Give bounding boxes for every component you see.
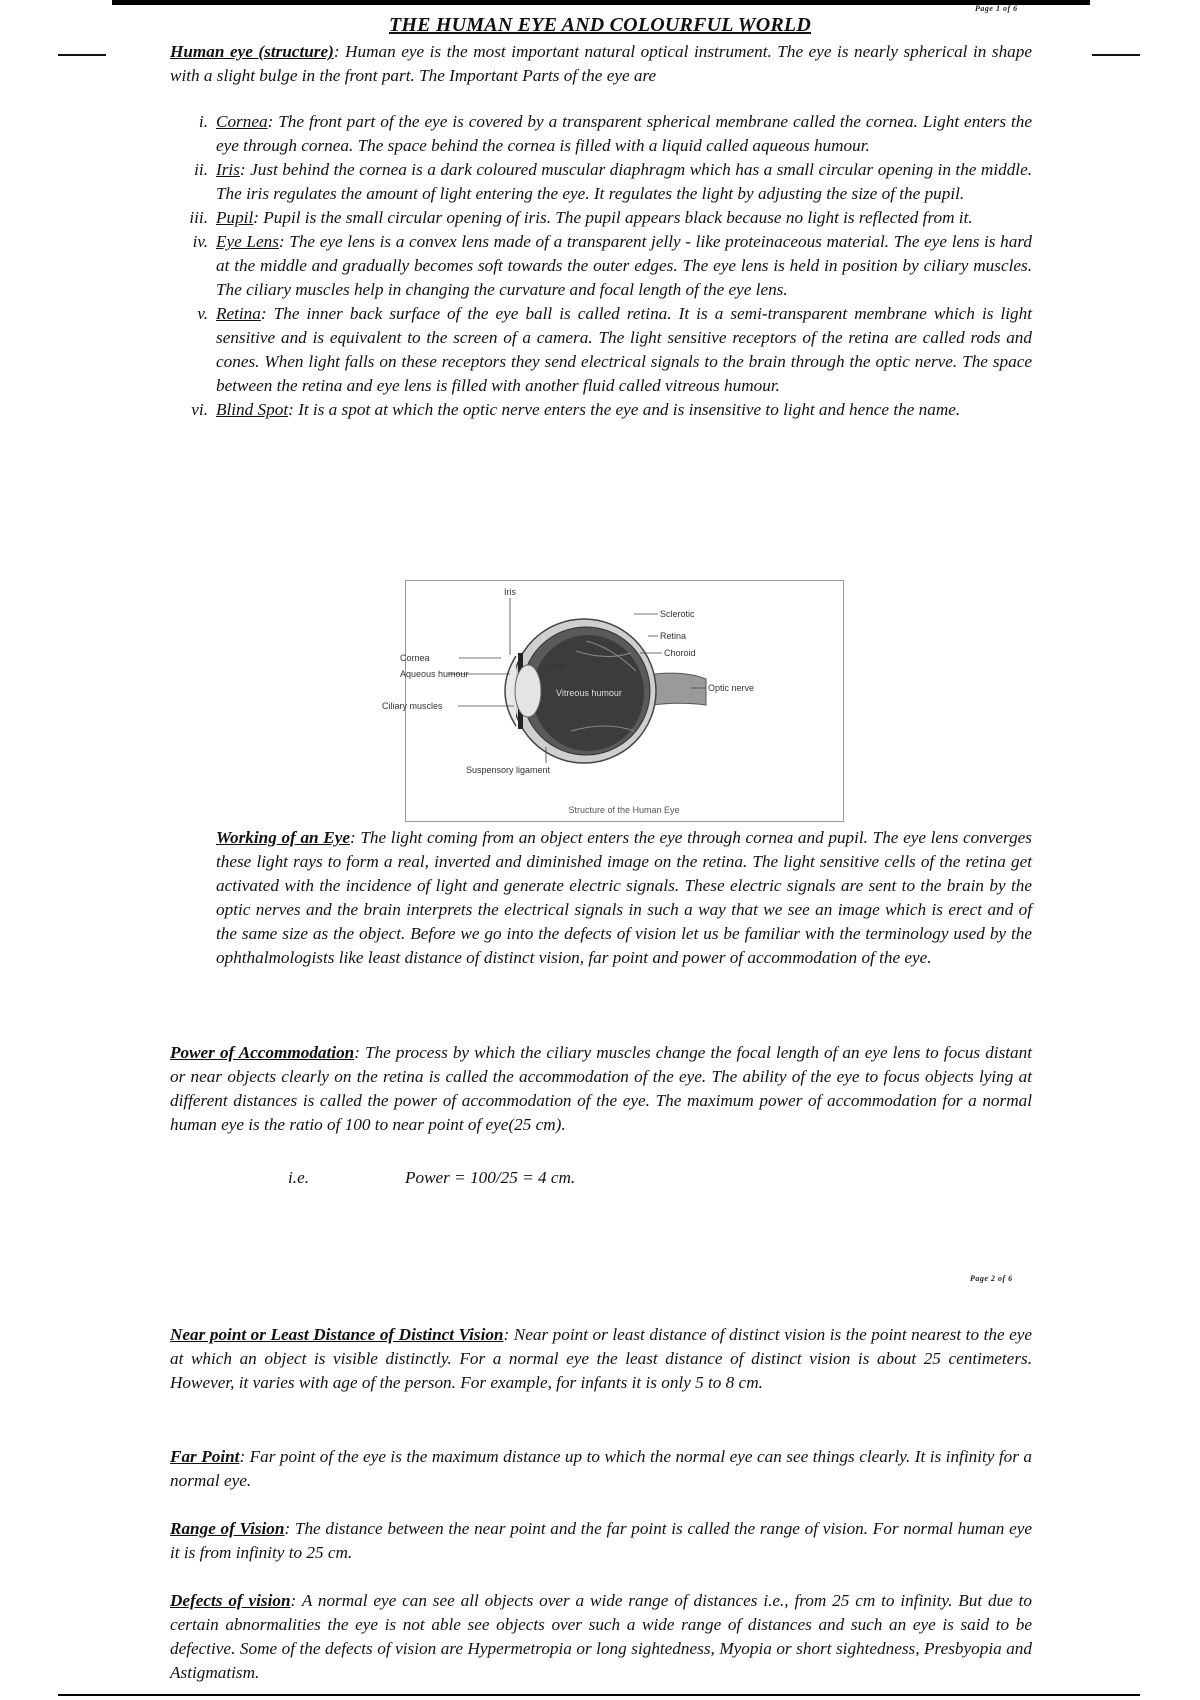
lens-shape	[515, 665, 541, 717]
part-text: : It is a spot at which the optic nerve enters the eye and is insensitive to light and hence the name.	[288, 400, 961, 419]
part-label: Pupil	[216, 208, 254, 227]
power-formula: Power = 100/25 = 4 cm.	[405, 1168, 576, 1187]
part-label: Blind Spot	[216, 400, 289, 419]
label-cornea: Cornea	[400, 653, 430, 663]
near-point-heading: Near point or Least Distance of Distinct Vision	[170, 1325, 504, 1344]
intro-text: : Human eye is the most important natural optical instrument. The eye is nearly spherical in shape with a slight bulge in the front part. The Important Parts of the eye are	[170, 42, 1032, 85]
list-number: iii.	[189, 208, 208, 227]
accommodation-paragraph	[170, 1041, 1032, 1137]
label-sclerotic: Sclerotic	[660, 609, 695, 619]
list-number: iv.	[192, 232, 208, 251]
defects-paragraph	[170, 1589, 1032, 1685]
intro-heading: Human eye (structure)	[170, 42, 334, 61]
near-point-text: : Near point or least distance of distinct vision is the point nearest to the eye at which an object is visible distinctly. For a normal eye the least distance of distinct vision is about 25 centimeters. However, it varies with age of the person. For example, for infants it is only 5 to 8 cm.	[170, 1325, 1032, 1392]
part-text: : The eye lens is a convex lens made of a transparent jelly - like proteinaceous material. The eye lens is hard at the middle and gradually becomes soft towards the outer edges. The eye lens is held in position by ciliary muscles. The ciliary muscles help in changing the curvature and focal length of the eye lens.	[216, 232, 1032, 299]
accommodation-heading: Power of Accommodation	[170, 1043, 355, 1062]
list-number: v.	[197, 304, 208, 323]
label-retina: Retina	[660, 631, 687, 641]
page-number-top: Page 1 of 6	[975, 4, 1018, 13]
part-label: Cornea	[216, 112, 268, 131]
part-text: : The inner back surface of the eye ball is called retina. It is a semi-transparent membrane which is light sensitive and is equivalent to the screen of a camera. The light sensitive receptors of the retina are called rods and cones. When light falls on these receptors they send electrical signals to the brain through the optic nerve. The space between the retina and eye lens is filled with another fluid called vitreous humour.	[216, 304, 1032, 395]
list-item	[170, 230, 1032, 302]
label-iris: Iris	[504, 587, 516, 597]
range-paragraph	[170, 1517, 1032, 1565]
label-ciliary-muscles: Ciliary muscles	[382, 701, 443, 711]
list-item	[170, 158, 1032, 206]
figure-caption: Structure of the Human Eye	[568, 805, 680, 815]
bottom-rule	[58, 1694, 1140, 1696]
list-item	[170, 398, 1032, 422]
defects-heading: Defects of vision	[170, 1591, 291, 1610]
label-suspensory-ligament: Suspensory ligament	[466, 765, 551, 775]
page-number-mid: Page 2 of 6	[970, 1274, 1013, 1283]
part-text: : Just behind the cornea is a dark coloured muscular diaphragm which has a small circular opening in the middle. The iris regulates the amount of light entering the eye. It regulates the light by adjusting the size of the pupil.	[216, 160, 1032, 203]
cornea-shape	[505, 656, 516, 726]
list-number: i.	[198, 112, 208, 131]
part-label: Iris	[216, 160, 240, 179]
label-vitreous-humour: Vitreous humour	[556, 688, 622, 698]
top-rule	[112, 0, 1090, 5]
eye-structure-figure	[382, 580, 844, 822]
list-number: vi.	[191, 400, 208, 419]
list-number: ii.	[194, 160, 208, 179]
accommodation-text: : The process by which the ciliary muscles change the focal length of an eye lens to focus distant or near objects clearly on the retina is called the accommodation of the eye. The ability of the eye to focus objects lying at different distances is called the power of accommodation of the eye. The maximum power of accommodation for a normal human eye is the ratio of 100 to near point of eye(25 cm).	[170, 1043, 1032, 1134]
defects-text: : A normal eye can see all objects over a wide range of distances i.e., from 25 cm to infinity. But due to certain abnormalities the eye is not able see objects over such a wide range of distances and such an eye is said to be defective. Some of the defects of vision are Hypermetropia or long sightedness, Myopia or short sightedness, Presbyopia and Astigmatism.	[170, 1591, 1032, 1682]
working-heading: Working of an Eye	[216, 828, 350, 847]
label-choroid: Choroid	[664, 648, 696, 658]
range-text: : The distance between the near point and the far point is called the range of vision. For normal human eye it is from infinity to 25 cm.	[170, 1519, 1032, 1562]
label-optic-nerve: Optic nerve	[708, 683, 755, 693]
list-item	[170, 206, 1032, 230]
working-text: : The light coming from an object enters the eye through cornea and pupil. The eye lens converges these light rays to form a real, inverted and diminished image on the retina. The light sensitive cells of the retina get activated with the incidence of light and generate electric signals. These electric signals are sent to the brain by the optic nerves and the brain interprets the electrical signals in such a way that we see an image which is erect and of the same size as the object. Before we go into the defects of vision let us be familiar with the terminology used by the ophthalmologists like least distance of distinct vision, far point and power of accommodation of the eye.	[216, 828, 1032, 967]
far-point-paragraph	[170, 1445, 1032, 1493]
working-paragraph	[216, 826, 1032, 970]
eye-diagram	[382, 581, 843, 821]
part-label: Retina	[216, 304, 261, 323]
range-heading: Range of Vision	[170, 1519, 285, 1538]
part-text: : The front part of the eye is covered by a transparent spherical membrane called the cornea. Light enters the eye through cornea. The space behind the cornea is filled with a liquid called aqueous humour.	[216, 112, 1032, 155]
list-item	[170, 110, 1032, 158]
label-lens: Lens	[546, 661, 566, 671]
right-margin-dash	[1092, 54, 1140, 56]
ie-label: i.e.	[288, 1168, 309, 1187]
eye-parts-list	[170, 110, 1032, 422]
page-title: THE HUMAN EYE AND COLOURFUL WORLD	[388, 14, 811, 36]
near-point-paragraph	[170, 1323, 1032, 1395]
far-point-heading: Far Point	[170, 1447, 240, 1466]
part-label: Eye Lens	[216, 232, 279, 251]
label-aqueous-humour: Aqueous humour	[400, 669, 469, 679]
list-item	[170, 302, 1032, 398]
far-point-text: : Far point of the eye is the maximum distance up to which the normal eye can see things clearly. It is infinity for a normal eye.	[170, 1447, 1032, 1490]
left-margin-dash	[58, 54, 106, 56]
part-text: : Pupil is the small circular opening of iris. The pupil appears black because no light is reflected from it.	[253, 208, 973, 227]
intro-paragraph	[170, 40, 1032, 88]
